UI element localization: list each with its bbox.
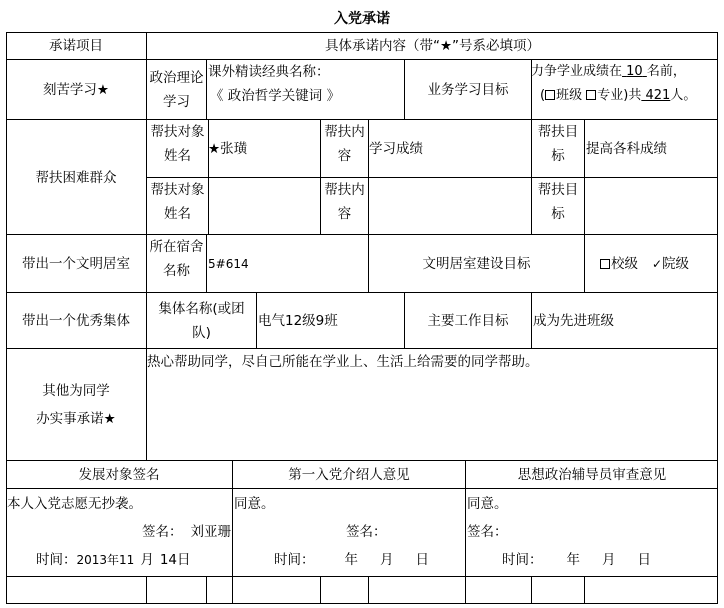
goal-text-prefix: 力争学业成绩在 [531, 64, 623, 79]
dorm-label: 带出一个文明居室 [22, 256, 130, 272]
introducer-opinion-header: 第一入党介绍人意见 [288, 467, 410, 483]
politics-study-label [147, 60, 206, 120]
class-checkbox[interactable] [545, 90, 555, 100]
help-target-name-1: ★张璜 [208, 141, 248, 157]
counselor-opinion: 同意。 [467, 496, 508, 512]
other-content: 热心帮助同学，尽自己所能在学业上、生活上给需要的同学帮助。 [147, 354, 539, 370]
goal-total-value: 421 [645, 88, 671, 103]
college-level-label: 院级 [662, 256, 690, 272]
help-content-value-1: 学习成绩 [369, 141, 423, 157]
help-target-label-1: 帮扶对象 姓名 [150, 124, 205, 164]
class-option-label: 班级 [556, 88, 583, 103]
other-label: 其他为同学 办实事承诺★ [36, 383, 116, 427]
header-pledge-item: 承诺项目 [49, 38, 103, 54]
help-aim-label-2: 帮扶目 标 [537, 182, 579, 222]
major-checkbox[interactable] [586, 90, 596, 100]
goal-rank-value: 10 [626, 64, 643, 79]
study-goal-line1 [531, 60, 686, 84]
check-mark-icon: ✓ [652, 257, 663, 271]
collective-label: 带出一个优秀集体 [22, 313, 130, 329]
politics-study-label-line2: 学习 [163, 94, 190, 110]
help-label: 帮扶困难群众 [35, 169, 117, 186]
goal-text-mid: 名前， [646, 64, 686, 79]
dorm-goal-label: 文明居室建设目标 [422, 256, 531, 272]
introducer-sign-label: 签名： [346, 524, 387, 540]
collective-goal-value: 成为先进班级 [533, 313, 614, 329]
goal-total-prefix: 共 [628, 88, 642, 103]
counselor-review-header: 思想政治辅导员审查意见 [517, 467, 667, 483]
help-aim-value-1: 提高各科成绩 [586, 141, 667, 157]
dorm-goal-options [586, 235, 718, 293]
study-goal-cell [531, 60, 718, 120]
school-level-label: 校级 [611, 256, 638, 272]
reading-label: 课外精读经典名称： [208, 64, 330, 80]
page-title: 入党承诺 [334, 11, 390, 27]
applicant-sign-label: 签名： [142, 524, 183, 540]
applicant-sign-name: 刘亚珊 [190, 524, 231, 540]
applicant-statement: 本人入党志愿无抄袭。 [7, 496, 142, 512]
study-goal-label: 业务学习目标 [427, 82, 509, 98]
major-option-label: 专业 [597, 88, 624, 103]
collective-goal-label: 主要工作目标 [427, 313, 509, 329]
help-target-label-2: 帮扶对象 姓名 [150, 182, 205, 222]
reading-book-title: 《 政治哲学关键词 》 [210, 88, 341, 104]
dorm-room-value: 5#614 [208, 257, 249, 271]
reading-cell [208, 60, 404, 120]
politics-study-label-line1: 政治理论 [149, 70, 204, 86]
goal-total-suffix: 人。 [670, 88, 697, 103]
study-label: 刻苦学习★ [42, 82, 110, 98]
counselor-date: 时间： 年 月 日 [502, 552, 651, 568]
collective-name-value: 电气12级9班 [258, 313, 338, 329]
study-goal-line2: ( 班级 专业)共 421人。 [540, 88, 697, 103]
header-pledge-content: 具体承诺内容（带“★”号系必填项） [324, 38, 541, 54]
introducer-opinion: 同意。 [234, 496, 275, 512]
applicant-signature-header: 发展对象签名 [78, 467, 160, 483]
dorm-room-label: 所在宿舍 名称 [149, 239, 204, 279]
introducer-date: 时间： 年 月 日 [274, 552, 429, 568]
school-level-checkbox[interactable] [600, 259, 610, 269]
help-aim-label-1: 帮扶目 标 [537, 124, 579, 164]
help-content-label-2: 帮扶内 容 [324, 182, 365, 222]
applicant-signature [142, 518, 231, 546]
applicant-date: 时间： 2013年11 月 14日 [36, 552, 191, 568]
counselor-sign-label: 签名： [467, 524, 508, 540]
help-content-label-1: 帮扶内 容 [324, 124, 365, 164]
collective-name-label: 集体名称(或团 队) [158, 301, 245, 341]
